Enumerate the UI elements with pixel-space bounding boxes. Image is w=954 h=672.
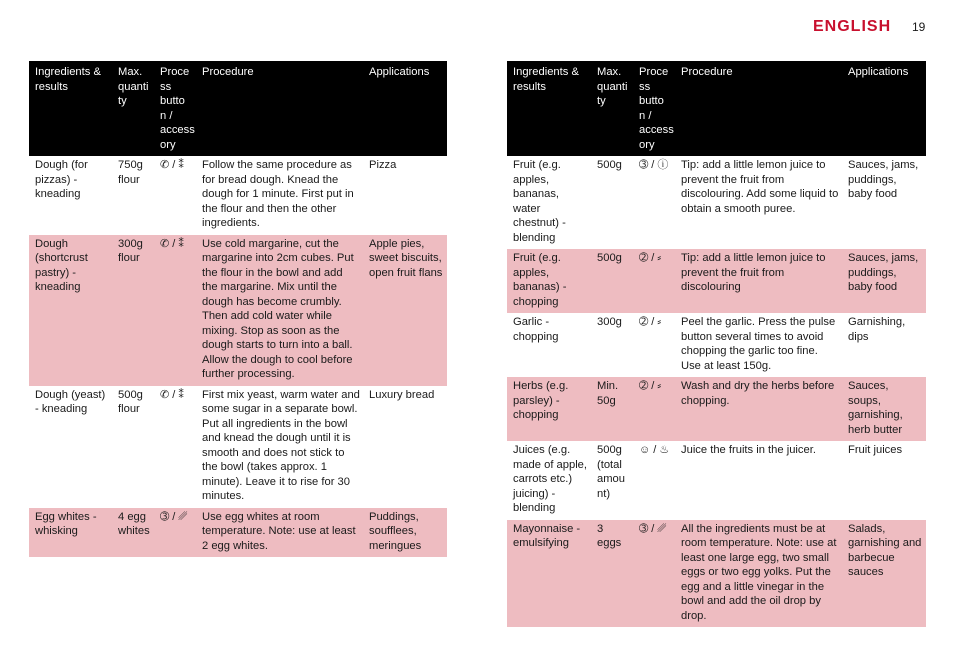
ingredient-cell: Dough (shortcrust pastry) - kneading xyxy=(29,235,112,386)
column-header-process-button: Proce ss butto n / access ory xyxy=(154,61,196,156)
column-header-procedure: Procedure xyxy=(196,61,363,156)
ingredient-cell: Herbs (e.g. parsley) - chopping xyxy=(507,377,591,441)
column-header-applications: Applications xyxy=(363,61,447,156)
procedure-cell: Juice the fruits in the juicer. xyxy=(675,441,842,520)
procedure-cell: Wash and dry the herbs before chopping. xyxy=(675,377,842,441)
table-row xyxy=(29,508,447,558)
process-button-icon: ➂ / ⓘ xyxy=(633,156,675,249)
procedure-cell: All the ingredients must be at room temperature. Note: use at least one large egg, two small eggs or two egg yolks. Put the egg and a little vinegar in the bowl and add the oil drop by drop. xyxy=(675,520,842,628)
table-row xyxy=(29,156,447,235)
table-row xyxy=(507,313,926,377)
applications-cell: Luxury bread xyxy=(363,386,447,508)
column-header-max-quantity: Max. quanti ty xyxy=(591,61,633,156)
table-row xyxy=(507,520,926,628)
table-row xyxy=(507,441,926,520)
procedure-cell: Use cold margarine, cut the margarine into 2cm cubes. Put the flour in the bowl and add the margarine. Mix until the dough has become crumbly. Then add cold water while mixing. Stop as soon as the dough starts to turn into a ball. Allow the dough to cool before further processing. xyxy=(196,235,363,386)
applications-cell: Sauces, jams, puddings, baby food xyxy=(842,249,926,313)
applications-cell: Salads, garnishing and barbecue sauces xyxy=(842,520,926,628)
ingredient-cell: Fruit (e.g. apples, bananas) - chopping xyxy=(507,249,591,313)
recipe-table-left xyxy=(29,61,447,557)
ingredient-cell: Dough (yeast) - kneading xyxy=(29,386,112,508)
process-button-icon: ➁ / ⸗ xyxy=(633,313,675,377)
max-quantity-cell: Min. 50g xyxy=(591,377,633,441)
process-button-icon: ➁ / ⸗ xyxy=(633,249,675,313)
table-header-row xyxy=(29,61,447,156)
applications-cell: Sauces, jams, puddings, baby food xyxy=(842,156,926,249)
table-row xyxy=(507,156,926,249)
procedure-cell: Tip: add a little lemon juice to prevent the fruit from discolouring. Add some liquid to obtain a smooth puree. xyxy=(675,156,842,249)
table-header-row xyxy=(507,61,926,156)
ingredient-cell: Juices (e.g. made of apple, carrots etc.) juicing) - blending xyxy=(507,441,591,520)
max-quantity-cell: 3 eggs xyxy=(591,520,633,628)
column-header-applications: Applications xyxy=(842,61,926,156)
max-quantity-cell: 500g (total amou nt) xyxy=(591,441,633,520)
max-quantity-cell: 500g flour xyxy=(112,386,154,508)
max-quantity-cell: 500g xyxy=(591,249,633,313)
applications-cell: Fruit juices xyxy=(842,441,926,520)
table-row xyxy=(507,249,926,313)
process-button-icon: ✆ / ⁑ xyxy=(154,386,196,508)
process-button-icon: ✆ / ⁑ xyxy=(154,235,196,386)
recipe-table-right xyxy=(507,61,926,627)
max-quantity-cell: 750g flour xyxy=(112,156,154,235)
procedure-cell: Use egg whites at room temperature. Note: use at least 2 egg whites. xyxy=(196,508,363,558)
max-quantity-cell: 300g flour xyxy=(112,235,154,386)
column-header-procedure: Procedure xyxy=(675,61,842,156)
process-button-icon: ✆ / ⁑ xyxy=(154,156,196,235)
max-quantity-cell: 500g xyxy=(591,156,633,249)
max-quantity-cell: 4 egg whites xyxy=(112,508,154,558)
ingredient-cell: Egg whites - whisking xyxy=(29,508,112,558)
process-button-icon: ➂ / ␥ xyxy=(154,508,196,558)
table-row xyxy=(507,377,926,441)
ingredient-cell: Mayonnaise - emulsifying xyxy=(507,520,591,628)
applications-cell: Garnishing, dips xyxy=(842,313,926,377)
ingredient-cell: Dough (for pizzas) - kneading xyxy=(29,156,112,235)
process-button-icon: ☺ / ♨ xyxy=(633,441,675,520)
process-button-icon: ➁ / ⸗ xyxy=(633,377,675,441)
procedure-cell: Follow the same procedure as for bread dough. Knead the dough for 1 minute. First put in the flour and then the other ingredients. xyxy=(196,156,363,235)
table-row xyxy=(29,386,447,508)
max-quantity-cell: 300g xyxy=(591,313,633,377)
column-header-ingredients: Ingredients & results xyxy=(507,61,591,156)
procedure-cell: Peel the garlic. Press the pulse button several times to avoid chopping the garlic too fine. Use at least 150g. xyxy=(675,313,842,377)
language-heading: ENGLISH xyxy=(813,18,892,35)
column-header-process-button: Proce ss butto n / access ory xyxy=(633,61,675,156)
applications-cell: Sauces, soups, garnishing, herb butter xyxy=(842,377,926,441)
ingredient-cell: Garlic - chopping xyxy=(507,313,591,377)
procedure-cell: Tip: add a little lemon juice to prevent the fruit from discolouring xyxy=(675,249,842,313)
applications-cell: Apple pies, sweet biscuits, open fruit flans xyxy=(363,235,447,386)
column-header-max-quantity: Max. quanti ty xyxy=(112,61,154,156)
process-button-icon: ➂ / ␥ xyxy=(633,520,675,628)
applications-cell: Pizza xyxy=(363,156,447,235)
table-row xyxy=(29,235,447,386)
procedure-cell: First mix yeast, warm water and some sugar in a separate bowl. Put all ingredients in the bowl and knead the dough until it is smooth and does not stick to the bowl (takes approx. 1 minute). Leave it to rise for 30 minutes. xyxy=(196,386,363,508)
page-number: 19 xyxy=(912,20,926,34)
column-header-ingredients: Ingredients & results xyxy=(29,61,112,156)
ingredient-cell: Fruit (e.g. apples, bananas, water chestnut) - blending xyxy=(507,156,591,249)
applications-cell: Puddings, soufflees, meringues xyxy=(363,508,447,558)
